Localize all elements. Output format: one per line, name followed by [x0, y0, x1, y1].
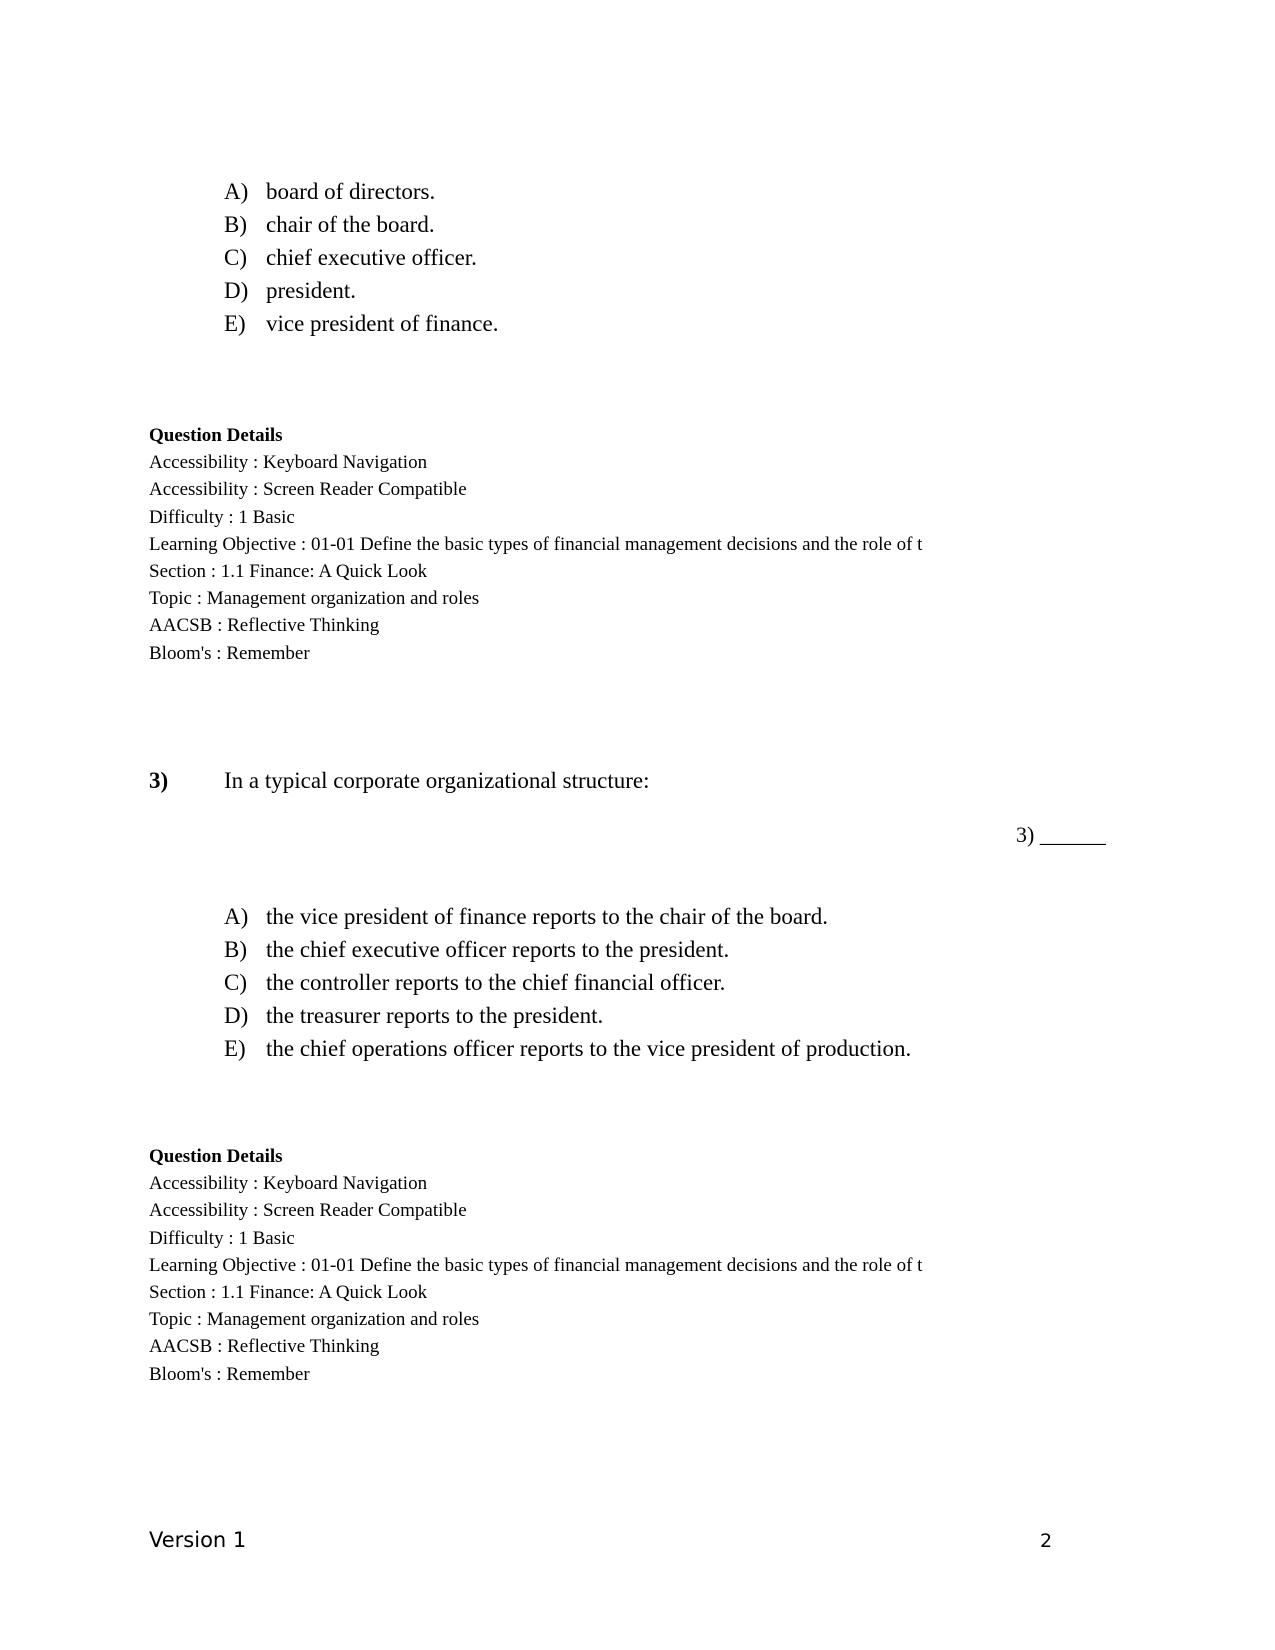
details-line: AACSB : Reflective Thinking — [149, 615, 380, 637]
option-text: the controller reports to the chief financial officer. — [266, 970, 726, 995]
option-letter: C) — [224, 970, 247, 995]
q3-option-b — [224, 933, 911, 966]
details-line: Section : 1.1 Finance: A Quick Look — [149, 1282, 428, 1304]
option-text: the chief operations officer reports to the vice president of production. — [266, 1036, 912, 1061]
details-line: Difficulty : 1 Basic — [149, 1227, 295, 1249]
option-letter: E) — [224, 311, 246, 336]
option-letter: A) — [224, 904, 249, 929]
details-line: Difficulty : 1 Basic — [149, 506, 295, 528]
details-line: Topic : Management organization and roles — [149, 1309, 480, 1331]
option-text: the vice president of finance reports to the chair of the board. — [266, 904, 828, 929]
q2-option-e — [224, 307, 498, 340]
details-title: Question Details — [149, 425, 283, 446]
page-number: 2 — [1040, 1530, 1053, 1552]
details-line: Accessibility : Keyboard Navigation — [149, 1173, 428, 1195]
details-line: AACSB : Reflective Thinking — [149, 1336, 380, 1358]
option-text: the treasurer reports to the president. — [266, 1003, 604, 1028]
details-line: Accessibility : Screen Reader Compatible — [149, 1200, 467, 1222]
details-line: Accessibility : Screen Reader Compatible — [149, 479, 467, 501]
q3-option-e — [224, 1032, 911, 1065]
q3-details — [149, 1143, 922, 1388]
q2-option-c — [224, 241, 498, 274]
q3-option-d — [224, 999, 911, 1032]
details-line: Bloom's : Remember — [149, 642, 310, 664]
option-text: vice president of finance. — [266, 311, 499, 336]
option-text: president. — [266, 278, 357, 303]
q3-stem: In a typical corporate organizational structure: — [224, 768, 650, 793]
q3-answer-blank: 3) ______ — [1016, 822, 1106, 847]
option-letter: B) — [224, 937, 247, 962]
details-title: Question Details — [149, 1146, 283, 1167]
details-line: Topic : Management organization and roles — [149, 588, 480, 610]
option-text: chief executive officer. — [266, 245, 477, 270]
details-line: Bloom's : Remember — [149, 1363, 310, 1385]
q2-details — [149, 422, 922, 667]
q3-option-c — [224, 966, 911, 999]
q3-number: 3) — [149, 768, 169, 793]
q3-option-a — [224, 900, 911, 933]
q2-option-b — [224, 208, 498, 241]
option-text: chair of the board. — [266, 212, 435, 237]
option-letter: B) — [224, 212, 247, 237]
details-line: Learning Objective : 01-01 Define the basic types of financial management decisions and the role of t — [149, 533, 923, 555]
details-line: Learning Objective : 01-01 Define the basic types of financial management decisions and the role of t — [149, 1254, 923, 1276]
option-letter: C) — [224, 245, 247, 270]
option-letter: A) — [224, 179, 249, 204]
footer-version: Version 1 — [149, 1528, 247, 1552]
option-text: the chief executive officer reports to the president. — [266, 937, 730, 962]
q2-options-list — [224, 175, 498, 340]
q2-option-d — [224, 274, 498, 307]
q3-options-list — [224, 900, 911, 1065]
option-letter: D) — [224, 278, 249, 303]
option-letter: D) — [224, 1003, 249, 1028]
q2-option-a — [224, 175, 498, 208]
details-line: Section : 1.1 Finance: A Quick Look — [149, 561, 428, 583]
option-letter: E) — [224, 1036, 246, 1061]
details-line: Accessibility : Keyboard Navigation — [149, 452, 428, 474]
option-text: board of directors. — [266, 179, 436, 204]
